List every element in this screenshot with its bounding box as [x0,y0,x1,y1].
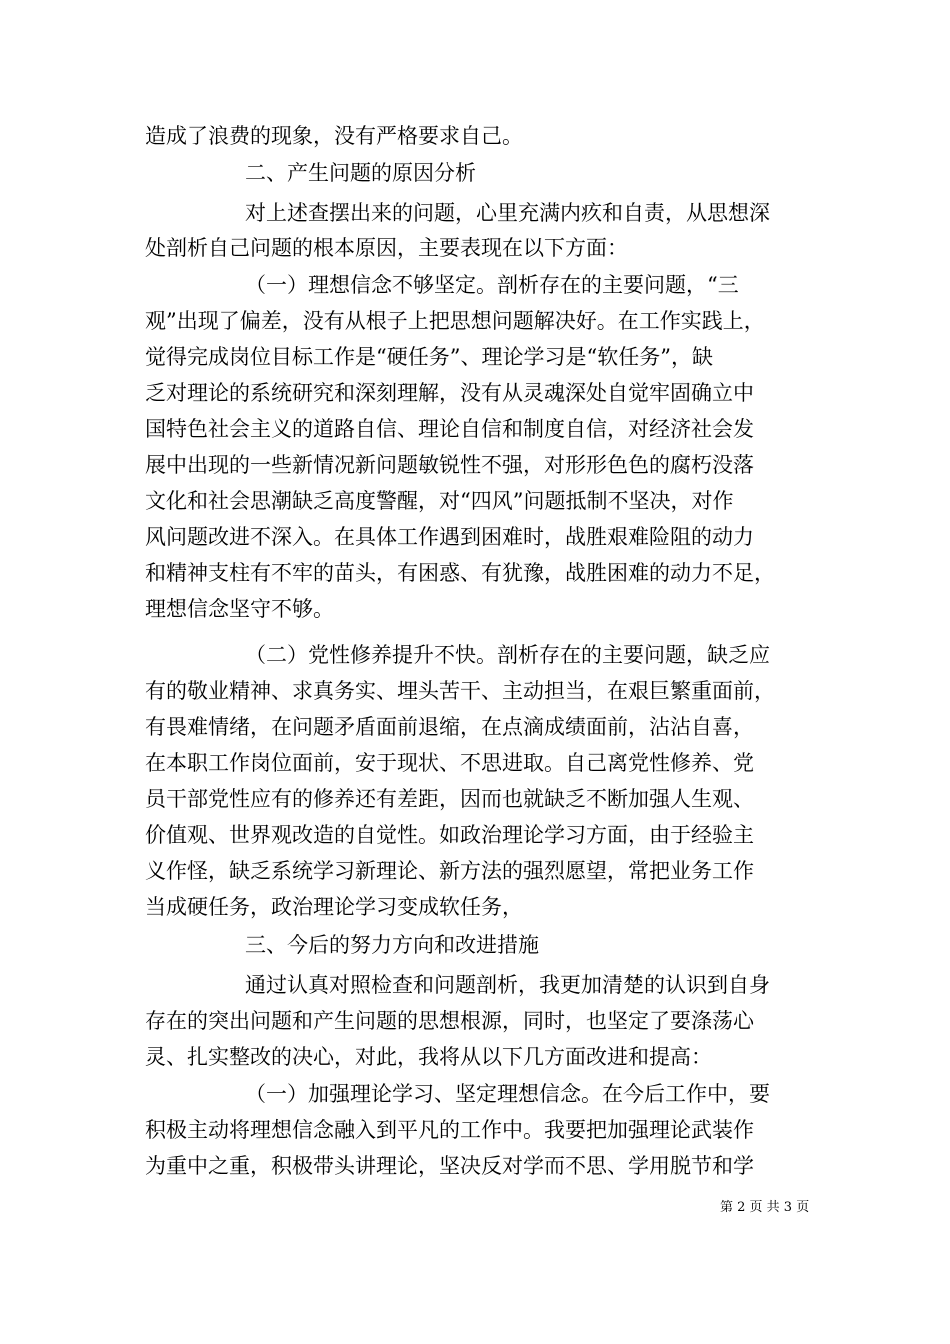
section-heading: 二、产生问题的原因分析 [245,161,476,185]
text-line: 灵、扎实整改的决心，对此，我将从以下几方面改进和提高： [145,1045,712,1069]
text-line: 员干部党性应有的修养还有差距，因而也就缺乏不断加强人生观、 [145,787,754,811]
text-line: 风问题改进不深入。在具体工作遇到困难时，战胜艰难险阻的动力 [145,525,754,549]
text-line: 有的敬业精神、求真务实、埋头苦干、主动担当，在艰巨繁重面前， [145,679,775,703]
text-line: 在本职工作岗位面前，安于现状、不思进取。自己离党性修养、党 [145,751,754,775]
text-line: 展中出现的一些新情况新问题敏锐性不强，对形形色色的腐朽没落 [145,453,754,477]
subsection-heading: （二）党性修养提升不快。剖析存在的主要问题，缺乏应 [245,643,770,667]
text-line: 通过认真对照检查和问题剖析，我更加清楚的认识到自身 [245,973,770,997]
text-line: 有畏难情绪，在问题矛盾面前退缩，在点滴成绩面前，沾沾自喜， [145,715,754,739]
text-line: 价值观、世界观改造的自觉性。如政治理论学习方面，由于经验主 [145,823,754,847]
section-heading: 三、今后的努力方向和改进措施 [245,933,539,957]
subsection-heading: （一）加强理论学习、坚定理想信念。在今后工作中，要 [245,1082,770,1106]
text-line: 乏对理论的系统研究和深刻理解，没有从灵魂深处自觉牢固确立中 [145,381,754,405]
text-line: 和精神支柱有不牢的苗头，有困惑、有犹豫，战胜困难的动力不足， [145,561,775,585]
text-line: 对上述查摆出来的问题，心里充满内疚和自责，从思想深 [245,201,770,225]
text-line: 存在的突出问题和产生问题的思想根源，同时，也坚定了要涤荡心 [145,1009,754,1033]
text-line: 处剖析自己问题的根本原因，主要表现在以下方面： [145,236,628,260]
text-line: 为重中之重，积极带头讲理论，坚决反对学而不思、学用脱节和学 [145,1154,754,1178]
page-number-footer: 第 2 页 共 3 页 [720,1200,810,1215]
text-line: 义作怪，缺乏系统学习新理论、新方法的强烈愿望，常把业务工作 [145,859,754,883]
text-line: 观”出现了偏差，没有从根子上把思想问题解决好。在工作实践上， [145,309,765,333]
text-line: 积极主动将理想信念融入到平凡的工作中。我要把加强理论武装作 [145,1118,754,1142]
text-line: 国特色社会主义的道路自信、理论自信和制度自信，对经济社会发 [145,417,754,441]
text-line: 当成硬任务，政治理论学习变成软任务， [145,895,523,919]
subsection-heading: （一）理想信念不够坚定。剖析存在的主要问题，“三 [245,273,739,297]
text-line: 觉得完成岗位目标工作是“硬任务”、理论学习是“软任务”，缺 [145,345,713,369]
text-line: 造成了浪费的现象，没有严格要求自己。 [145,124,523,148]
text-line: 理想信念坚守不够。 [145,597,334,621]
text-line: 文化和社会思潮缺乏高度警醒，对“四风”问题抵制不坚决，对作 [145,489,734,513]
